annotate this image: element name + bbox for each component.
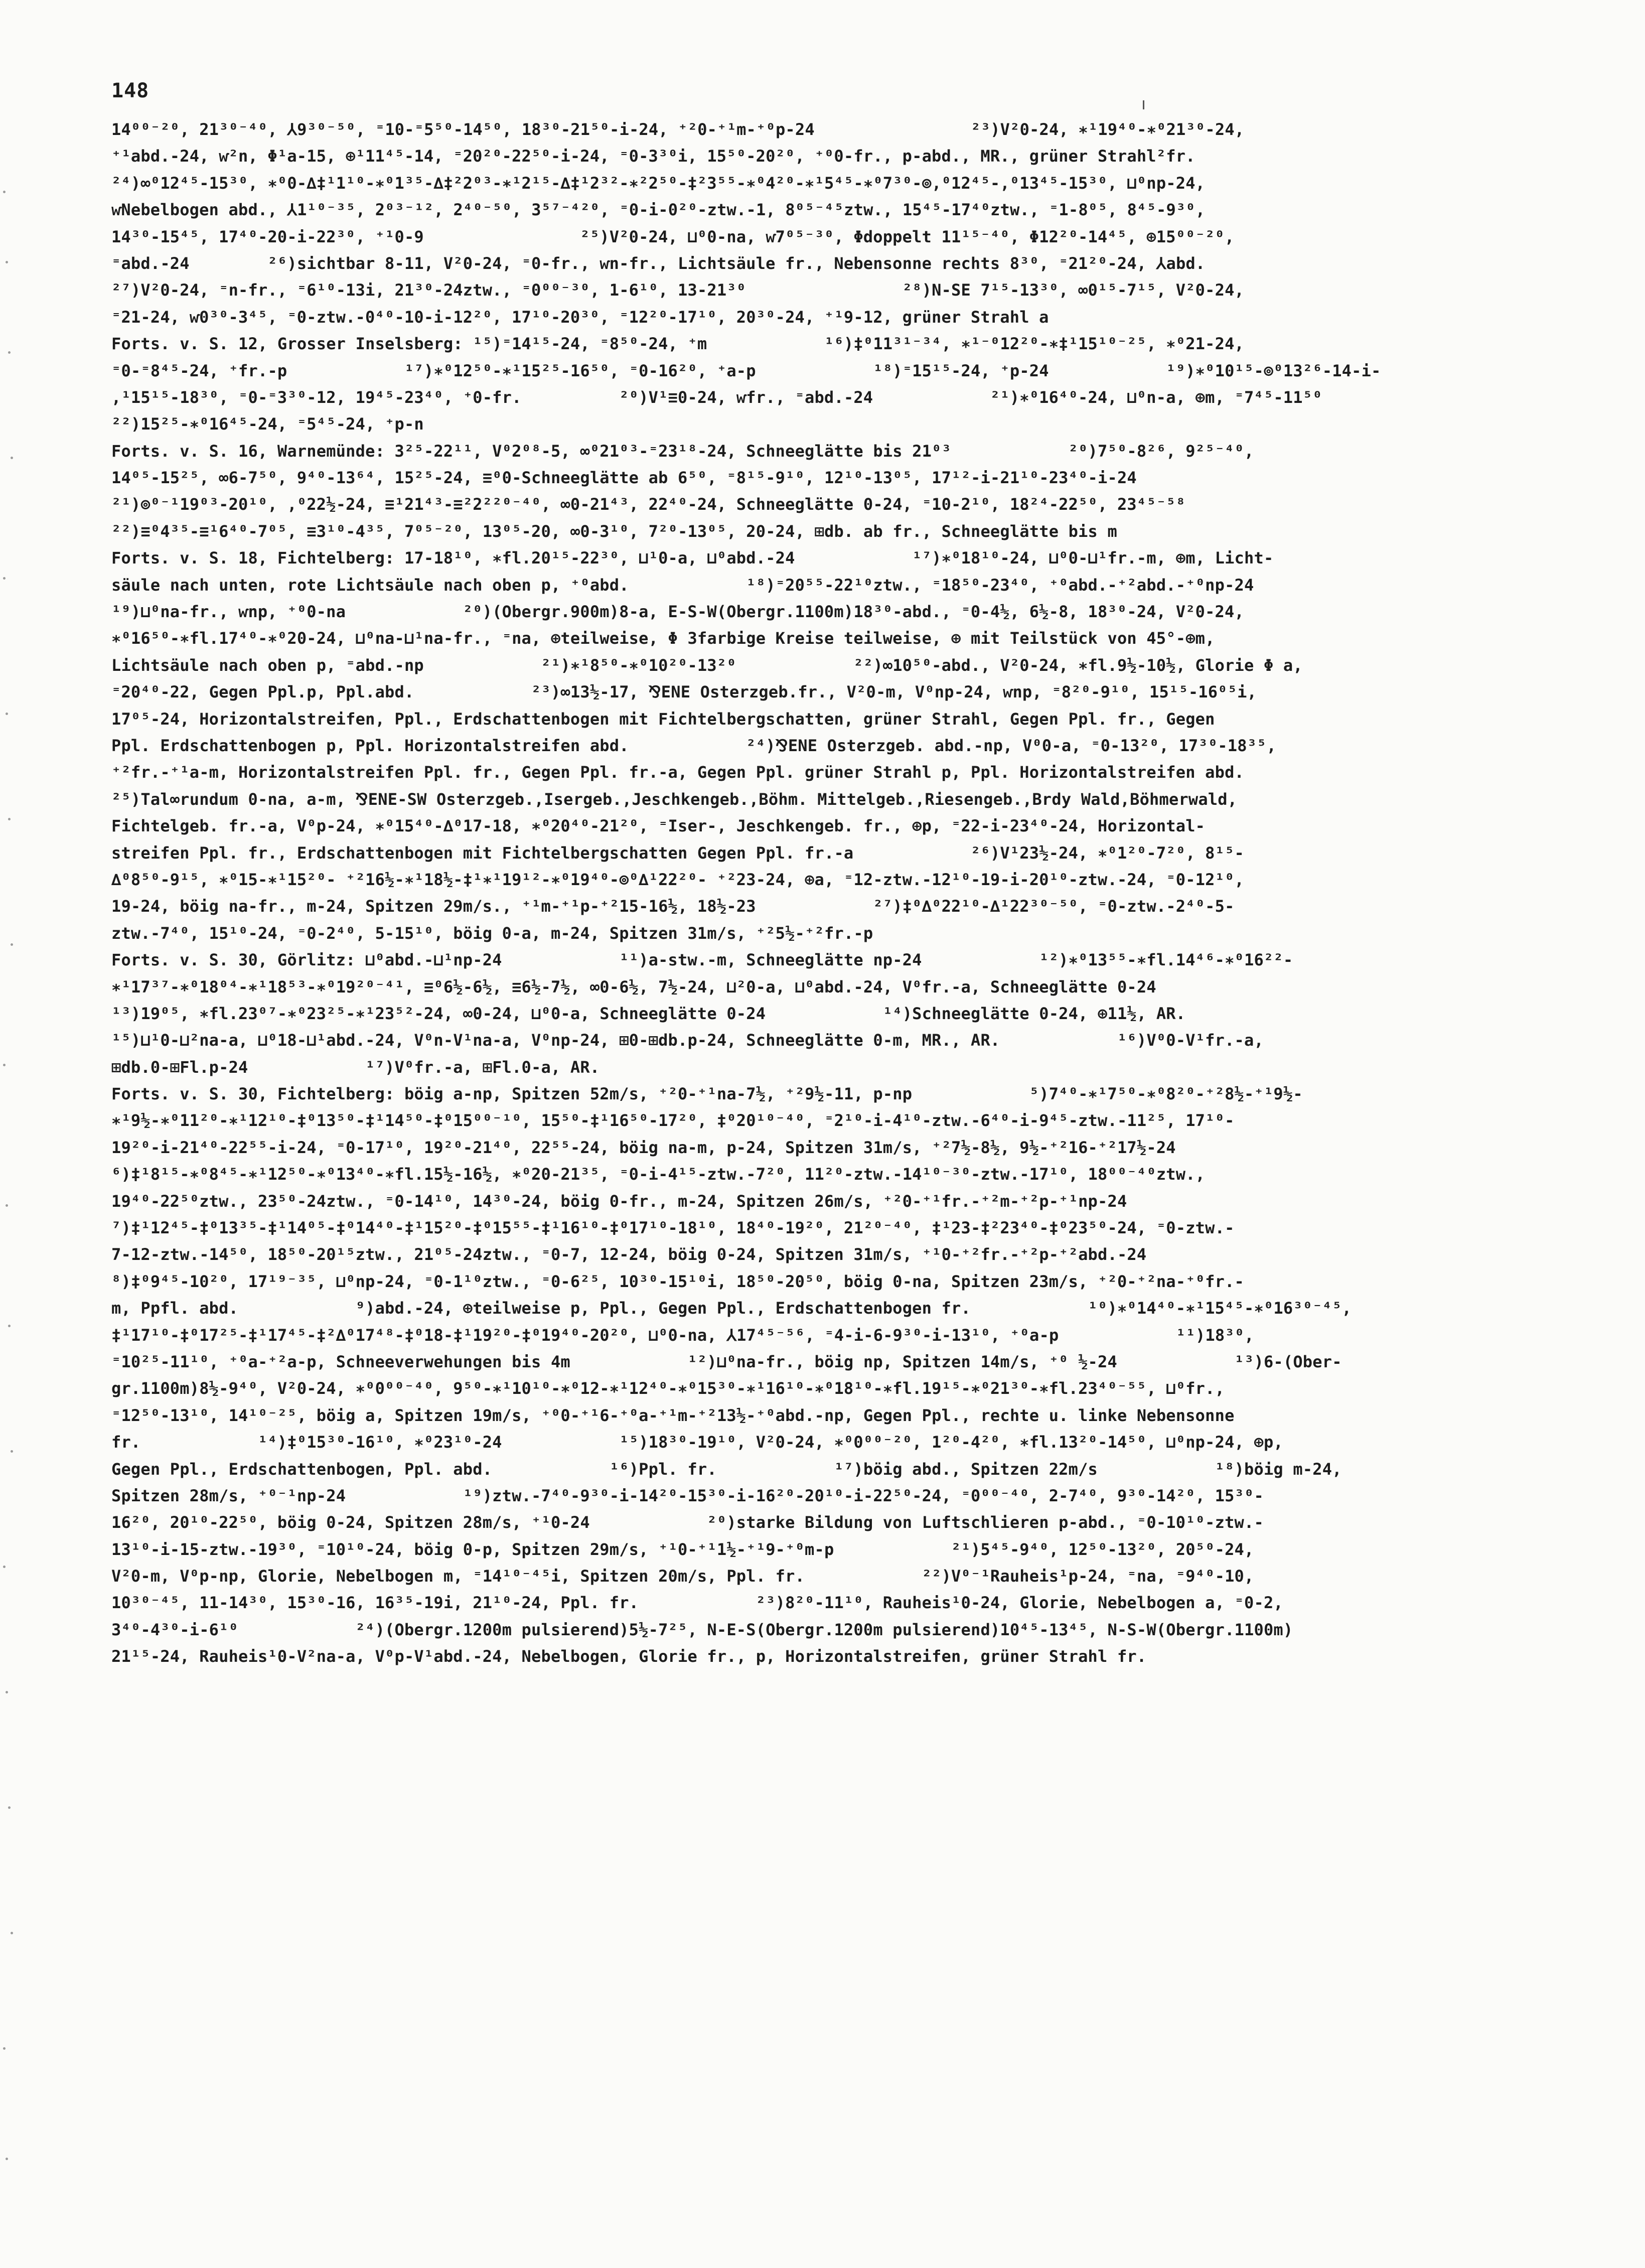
scan-speck — [3, 2047, 6, 2050]
scan-speck — [6, 713, 8, 715]
text-line: säule nach unten, rote Lichtsäule nach oben p, ⁺⁰abd. ¹⁸)⁼20⁵⁵-22¹⁰ztw., ⁼18⁵⁰-23⁴⁰, ⁺⁰abd.-⁺²abd.-⁺⁰np-24 — [111, 575, 1254, 595]
scan-speck — [3, 191, 6, 193]
scan-speck — [3, 577, 6, 580]
text-line: ∆⁰8⁵⁰-9¹⁵, ∗⁰15-∗¹15²⁰- ⁺²16½-∗¹18½-‡¹∗¹19¹²-∗⁰19⁴⁰-⊚⁰∆¹22²⁰- ⁺²23-24, ⊕a, ⁼12-ztw.-12¹⁰-19-i-20¹⁰-ztw.-24, ⁼0-12¹⁰, — [111, 870, 1245, 889]
text-line: ⁺¹abd.-24, ⱳ²n, Φ¹a-15, ⊕¹11⁴⁵-14, ⁼20²⁰-22⁵⁰-i-24, ⁼0-3³⁰i, 15⁵⁰-20²⁰, ⁺⁰0-fr., p-abd., MR., grüner Strahl²fr. — [111, 147, 1195, 166]
text-line: 14³⁰-15⁴⁵, 17⁴⁰-20-i-22³⁰, ⁺¹0-9 ²⁵)V²0-24, ⊔⁰0-na, ⱳ7⁰⁵⁻³⁰, Φdoppelt 11¹⁵⁻⁴⁰, Φ12²⁰-14⁴⁵, ⊕15⁰⁰⁻²⁰, — [111, 227, 1235, 246]
text-line: 14⁰⁰⁻²⁰, 21³⁰⁻⁴⁰, ⅄9³⁰⁻⁵⁰, ⁼10-⁼5⁵⁰-14⁵⁰, 18³⁰-21⁵⁰-i-24, ⁺²0-⁺¹m-⁺⁰p-24 ²³)V²0-24, ∗¹19⁴⁰-∗⁰21³⁰-24, — [111, 120, 1245, 139]
text-line: 19⁴⁰-22⁵⁰ztw., 23⁵⁰-24ztw., ⁼0-14¹⁰, 14³⁰-24, böig 0-fr., m-24, Spitzen 26m/s, ⁺²0-⁺¹fr.-⁺²m-⁺²p-⁺¹np-24 — [111, 1191, 1127, 1211]
text-line: ²²)15²⁵-∗⁰16⁴⁵-24, ⁼5⁴⁵-24, ⁺p-n — [111, 414, 424, 434]
text-line: ‡¹17¹⁰-‡⁰17²⁵-‡¹17⁴⁵-‡²∆⁰17⁴⁸-‡⁰18-‡¹19²⁰-‡⁰19⁴⁰-20²⁰, ⊔⁰0-na, ⅄17⁴⁵⁻⁵⁶, ⁼4-i-6-9³⁰-i-13¹⁰, ⁺⁰a-p ¹¹)18³⁰, — [111, 1325, 1254, 1345]
text-line: ²⁴)∞⁰12⁴⁵-15³⁰, ∗⁰0-∆‡¹1¹⁰-∗⁰1³⁵-∆‡²2⁰³-∗¹2¹⁵-∆‡¹2³²-∗²2⁵⁰-‡²3⁵⁵-∗⁰4²⁰-∗¹5⁴⁵-∗⁰7³⁰-⊚,⁰12⁴⁵-,⁰13⁴⁵-15³⁰, ⊔⁰np-24, — [111, 173, 1206, 193]
text-line: m, Ppfl. abd. ⁹)abd.-24, ⊕teilweise p, Ppl., Gegen Ppl., Erdschattenbogen fr. ¹⁰)∗⁰14⁴⁰-∗¹15⁴⁵-∗⁰16³⁰⁻⁴⁵, — [111, 1299, 1352, 1318]
text-line: ²²)≡⁰4³⁵-≡¹6⁴⁰-7⁰⁵, ≡3¹⁰-4³⁵, 7⁰⁵⁻²⁰, 13⁰⁵-20, ∞0-3¹⁰, 7²⁰-13⁰⁵, 20-24, ⊞db. ab fr., Schneeglätte bis m — [111, 521, 1117, 541]
text-line: Forts. v. S. 30, Fichtelberg: böig a-np, Spitzen 52m/s, ⁺²0-⁺¹na-7½, ⁺²9½-11, p-np ⁵)7⁴⁰-∗¹7⁵⁰-∗⁰8²⁰-⁺²8½-⁺¹9½- — [111, 1084, 1303, 1104]
text-line: ⁶)‡¹8¹⁵-∗⁰8⁴⁵-∗¹12⁵⁰-∗⁰13⁴⁰-∗fl.15½-16½, ∗⁰20-21³⁵, ⁼0-i-4¹⁵-ztw.-7²⁰, 11²⁰-ztw.-14¹⁰⁻³⁰-ztw.-17¹⁰, 18⁰⁰⁻⁴⁰ztw., — [111, 1165, 1206, 1184]
text-line: Forts. v. S. 18, Fichtelberg: 17-18¹⁰, ∗fl.20¹⁵-22³⁰, ⊔¹0-a, ⊔⁰abd.-24 ¹⁷)∗⁰18¹⁰-24, ⊔⁰0-⊔¹fr.-m, ⊕m, Licht- — [111, 548, 1274, 568]
text-line: ²⁷)V²0-24, ⁼n-fr., ⁼6¹⁰-13i, 21³⁰-24ztw., ⁼0⁰⁰⁻³⁰, 1-6¹⁰, 13-21³⁰ ²⁸)N-SE 7¹⁵-13³⁰, ∞0¹⁵-7¹⁵, V²0-24, — [111, 280, 1245, 300]
text-line: 16²⁰, 20¹⁰-22⁵⁰, böig 0-24, Spitzen 28m/s, ⁺¹0-24 ²⁰)starke Bildung von Luftschlieren p-abd., ⁼0-10¹⁰-ztw.- — [111, 1513, 1264, 1532]
text-line: Lichtsäule nach oben p, ⁼abd.-np ²¹)∗¹8⁵⁰-∗⁰10²⁰-13²⁰ ²²)∞10⁵⁰-abd., V²0-24, ∗fl.9½-10½, Glorie Φ a, — [111, 655, 1303, 675]
scan-speck — [6, 261, 8, 263]
text-line: streifen Ppl. fr., Erdschattenbogen mit Fichtelbergschatten Gegen Ppl. fr.-a ²⁶)V¹23½-24, ∗⁰1²⁰-7²⁰, 8¹⁵- — [111, 843, 1245, 863]
scan-speck — [11, 1450, 13, 1453]
scan-speck — [6, 2158, 8, 2160]
text-line: ²¹)⊚⁰⁻¹19⁰³-20¹⁰, ,⁰22½-24, ≡¹21⁴³-≡²2²²⁰⁻⁴⁰, ∞0-21⁴³, 22⁴⁰-24, Schneeglätte 0-24, ⁼10-2¹⁰, 18²⁴-22⁵⁰, 23⁴⁵⁻⁵⁸ — [111, 495, 1186, 514]
text-line: ⁼20⁴⁰-22, Gegen Ppl.p, Ppl.abd. ²³)∞13½-17, ⅋ENE Osterzgeb.fr., V²0-m, V⁰np-24, ⱳnp, ⁼8²⁰-9¹⁰, 15¹⁵-16⁰⁵i, — [111, 682, 1257, 702]
text-line: Ppl. Erdschattenbogen p, Ppl. Horizontalstreifen abd. ²⁴)⅋ENE Osterzgeb. abd.-np, V⁰0-a, ⁼0-13²⁰, 17³⁰-18³⁵, — [111, 736, 1277, 755]
text-line: ⁼12⁵⁰-13¹⁰, 14¹⁰⁻²⁵, böig a, Spitzen 19m/s, ⁺⁰0-⁺¹6-⁺⁰a-⁺¹m-⁺²13½-⁺⁰abd.-np, Gegen Ppl., rechte u. linke Nebensonne — [111, 1405, 1235, 1425]
text-line: ⁼abd.-24 ²⁶)sichtbar 8-11, V²0-24, ⁼0-fr., ⱳn-fr., Lichtsäule fr., Nebensonne rechts 8³⁰, ⁼21²⁰-24, ⅄abd. — [111, 253, 1206, 273]
text-line: 3⁴⁰-4³⁰-i-6¹⁰ ²⁴)(Obergr.1200m pulsierend)5½-7²⁵, N-E-S(Obergr.1200m pulsierend)10⁴⁵-13⁴⁵, N-S-W(Obergr.1100m) — [111, 1620, 1293, 1639]
text-line: ⱳNebelbogen abd., ⅄1¹⁰⁻³⁵, 2⁰³⁻¹², 2⁴⁰⁻⁵⁰, 3⁵⁷⁻⁴²⁰, ⁼0-i-0²⁰-ztw.-1, 8⁰⁵⁻⁴⁵ztw., 15⁴⁵-17⁴⁰ztw., ⁼1-8⁰⁵, 8⁴⁵-9³⁰, — [111, 200, 1206, 220]
text-line: 17⁰⁵-24, Horizontalstreifen, Ppl., Erdschattenbogen mit Fichtelbergschatten, grüner Strahl, Gegen Ppl. fr., Gegen — [111, 709, 1215, 729]
text-line: ⁺²fr.-⁺¹a-m, Horizontalstreifen Ppl. fr., Gegen Ppl. fr.-a, Gegen Ppl. grüner Strahl p, Ppl. Horizontalstreifen abd. — [111, 763, 1245, 782]
text-line: 14⁰⁵-15²⁵, ∞6-7⁵⁰, 9⁴⁰-13⁶⁴, 15²⁵-24, ≡⁰0-Schneeglätte ab 6⁵⁰, ⁼8¹⁵-9¹⁰, 12¹⁰-13⁰⁵, 17¹²-i-21¹⁰-23⁴⁰-i-24 — [111, 468, 1137, 488]
text-line: ⁸)‡⁰9⁴⁵-10²⁰, 17¹⁹⁻³⁵, ⊔⁰np-24, ⁼0-1¹⁰ztw., ⁼0-6²⁵, 10³⁰-15¹⁰i, 18⁵⁰-20⁵⁰, böig 0-na, Spitzen 23m/s, ⁺²0-⁺²na-⁺⁰fr.- — [111, 1271, 1245, 1291]
scan-speck — [8, 1325, 11, 1327]
text-line: Forts. v. S. 16, Warnemünde: 3²⁵-22¹¹, V⁰2⁰⁸-5, ∞⁰21⁰³-⁼23¹⁸-24, Schneeglätte bis 21⁰³ ²⁰)7⁵⁰-8²⁶, 9²⁵⁻⁴⁰, — [111, 441, 1254, 461]
text-line: 19-24, böig na-fr., m-24, Spitzen 29m/s., ⁺¹m-⁺¹p-⁺²15-16½, 18½-23 ²⁷)‡⁰∆⁰22¹⁰-∆¹22³⁰⁻⁵⁰, ⁼0-ztw.-2⁴⁰-5- — [111, 897, 1235, 916]
text-line: ²⁵)Tal∞rundum 0-na, a-m, ⅋ENE-SW Osterzgeb.,Isergeb.,Jeschkengeb.,Böhm. Mittelgeb.,Riesengeb.,Brdy Wald,Böhmerwald, — [111, 789, 1238, 809]
text-line: fr. ¹⁴)‡⁰15³⁰-16¹⁰, ∗⁰23¹⁰-24 ¹⁵)18³⁰-19¹⁰, V²0-24, ∗⁰0⁰⁰⁻²⁰, 1²⁰-4²⁰, ∗fl.13²⁰-14⁵⁰, ⊔⁰np-24, ⊕p, — [111, 1433, 1283, 1452]
scan-speck — [8, 818, 11, 820]
text-line: 13¹⁰-i-15-ztw.-19³⁰, ⁼10¹⁰-24, böig 0-p, Spitzen 29m/s, ⁺¹0-⁺¹1½-⁺¹9-⁺⁰m-p ²¹)5⁴⁵-9⁴⁰, 12⁵⁰-13²⁰, 20⁵⁰-24, — [111, 1539, 1254, 1559]
scan-speck — [3, 1064, 6, 1066]
scan-edge-noise — [0, 0, 20, 2268]
text-line: ¹³)19⁰⁵, ∗fl.23⁰⁷-∗⁰23²⁵-∗¹23⁵²-24, ∞0-24, ⊔⁰0-a, Schneeglätte 0-24 ¹⁴)Schneeglätte 0-24, ⊕11½, AR. — [111, 1004, 1186, 1023]
text-line: ⁼10²⁵-11¹⁰, ⁺⁰a-⁺²a-p, Schneeverwehungen bis 4m ¹²)⊔⁰na-fr., böig np, Spitzen 14m/s, ⁺⁰ ½-24 ¹³)6-(Ober- — [111, 1352, 1342, 1371]
scan-speck — [11, 457, 13, 459]
scan-speck — [11, 943, 13, 946]
text-line: Spitzen 28m/s, ⁺⁰⁻¹np-24 ¹⁹)ztw.-7⁴⁰-9³⁰-i-14²⁰-15³⁰-i-16²⁰-20¹⁰-i-22⁵⁰-24, ⁼0⁰⁰⁻⁴⁰, 2-7⁴⁰, 9³⁰-14²⁰, 15³⁰- — [111, 1486, 1264, 1505]
text-line: ∗¹9½-∗⁰11²⁰-∗¹12¹⁰-‡⁰13⁵⁰-‡¹14⁵⁰-‡⁰15⁰⁰⁻¹⁰, 15⁵⁰-‡¹16⁵⁰-17²⁰, ‡⁰20¹⁰⁻⁴⁰, ⁼2¹⁰-i-4¹⁰-ztw.-6⁴⁰-i-9⁴⁵-ztw.-11²⁵, 17¹⁰- — [111, 1111, 1235, 1130]
text-line: V²0-m, V⁰p-np, Glorie, Nebelbogen m, ⁼14¹⁰⁻⁴⁵i, Spitzen 20m/s, Ppl. fr. ²²)V⁰⁻¹Rauheis¹p-24, ⁼na, ⁼9⁴⁰-10, — [111, 1567, 1254, 1586]
text-line: ∗¹17³⁷-∗⁰18⁰⁴-∗¹18⁵³-∗⁰19²⁰⁻⁴¹, ≡⁰6½-6½, ≡6½-7½, ∞0-6½, 7½-24, ⊔²0-a, ⊔⁰abd.-24, V⁰fr.-a, Schneeglätte 0-24 — [111, 977, 1156, 997]
scan-speck — [8, 1806, 11, 1809]
scan-speck — [6, 1204, 8, 1207]
text-line: Gegen Ppl., Erdschattenbogen, Ppl. abd. ¹⁶)Ppl. fr. ¹⁷)böig abd., Spitzen 22m/s ¹⁸)böig m-24, — [111, 1459, 1342, 1479]
text-line: ⁼21-24, ⱳ0³⁰-3⁴⁵, ⁼0-ztw.-0⁴⁰-10-i-12²⁰, 17¹⁰-20³⁰, ⁼12²⁰-17¹⁰, 20³⁰-24, ⁺¹9-12, grüner Strahl a — [111, 307, 1049, 327]
page-number: 148 — [111, 79, 149, 102]
scan-speck — [3, 1566, 6, 1568]
text-line: ¹⁹)⊔⁰na-fr., ⱳnp, ⁺⁰0-na ²⁰)(Obergr.900m)8-a, E-S-W(Obergr.1100m)18³⁰-abd., ⁼0-4½, 6½-8, 18³⁰-24, V²0-24, — [111, 602, 1244, 622]
text-line: ∗⁰16⁵⁰-∗fl.17⁴⁰-∗⁰20-24, ⊔⁰na-⊔¹na-fr., ⁼na, ⊕teilweise, Φ 3farbige Kreise teilweise, ⊕ mit Teilstück von 45°-⊕m, — [111, 629, 1215, 648]
text-line: gr.1100m)8½-9⁴⁰, V²0-24, ∗⁰0⁰⁰⁻⁴⁰, 9⁵⁰-∗¹10¹⁰-∗⁰12-∗¹12⁴⁰-∗⁰15³⁰-∗¹16¹⁰-∗⁰18¹⁰-∗fl.19¹⁵-∗⁰21³⁰-∗fl.23⁴⁰⁻⁵⁵, ⊔⁰fr., — [111, 1379, 1225, 1398]
scan-speck — [8, 351, 11, 354]
text-line: Fichtelgeb. fr.-a, V⁰p-24, ∗⁰15⁴⁰-∆⁰17-18, ∗⁰20⁴⁰-21²⁰, ⁼Iser-, Jeschkengeb. fr., ⊕p, ⁼22-i-23⁴⁰-24, Horizontal- — [111, 816, 1206, 836]
scan-mark — [1143, 100, 1144, 109]
text-line: Forts. v. S. 12, Grosser Inselsberg: ¹⁵)⁼14¹⁵-24, ⁼8⁵⁰-24, ⁺m ¹⁶)‡⁰11³¹⁻³⁴, ∗¹⁻⁰12²⁰-∗‡¹15¹⁰⁻²⁵, ∗⁰21-24, — [111, 334, 1245, 354]
scan-speck — [11, 1932, 13, 1934]
text-line: 7-12-ztw.-14⁵⁰, 18⁵⁰-20¹⁵ztw., 21⁰⁵-24ztw., ⁼0-7, 12-24, böig 0-24, Spitzen 31m/s, ⁺¹0-⁺²fr.-⁺²p-⁺²abd.-24 — [111, 1245, 1147, 1264]
text-line: 10³⁰⁻⁴⁵, 11-14³⁰, 15³⁰-16, 16³⁵-19i, 21¹⁰-24, Ppl. fr. ²³)8²⁰-11¹⁰, Rauheis¹0-24, Glorie, Nebelbogen a, ⁼0-2, — [111, 1593, 1283, 1613]
text-line: ⊞db.0-⊞Fl.p-24 ¹⁷)V⁰fr.-a, ⊞Fl.0-a, AR. — [111, 1057, 600, 1077]
document-body — [111, 116, 1566, 1670]
text-line: 21¹⁵-24, Rauheis¹0-V²na-a, V⁰p-V¹abd.-24, Nebelbogen, Glorie fr., p, Horizontalstreifen, grüner Strahl fr. — [111, 1647, 1147, 1666]
text-line: Forts. v. S. 30, Görlitz: ⊔⁰abd.-⊔¹np-24 ¹¹)a-stw.-m, Schneeglätte np-24 ¹²)∗⁰13⁵⁵-∗fl.14⁴⁶-∗⁰16²²- — [111, 950, 1293, 970]
text-line: ⁷)‡¹12⁴⁵-‡⁰13³⁵-‡¹14⁰⁵-‡⁰14⁴⁰-‡¹15²⁰-‡⁰15⁵⁵-‡¹16¹⁰-‡⁰17¹⁰-18¹⁰, 18⁴⁰-19²⁰, 21²⁰⁻⁴⁰, ‡¹23-‡²23⁴⁰-‡⁰23⁵⁰-24, ⁼0-ztw.- — [111, 1218, 1235, 1238]
text-line: ,¹15¹⁵-18³⁰, ⁼0-⁼3³⁰-12, 19⁴⁵-23⁴⁰, ⁺0-fr. ²⁰)V¹≡0-24, ⱳfr., ⁼abd.-24 ²¹)∗⁰16⁴⁰-24, ⊔⁰n-a, ⊕m, ⁼7⁴⁵-11⁵⁰ — [111, 387, 1322, 407]
text-line: ⁼0-⁼8⁴⁵-24, ⁺fr.-p ¹⁷)∗⁰12⁵⁰-∗¹15²⁵-16⁵⁰, ⁼0-16²⁰, ⁺a-p ¹⁸)⁼15¹⁵-24, ⁺p-24 ¹⁹)∗⁰10¹⁵-⊚⁰13²⁶-14-i- — [111, 361, 1381, 380]
text-line: 19²⁰-i-21⁴⁰-22⁵⁵-i-24, ⁼0-17¹⁰, 19²⁰-21⁴⁰, 22⁵⁵-24, böig na-m, p-24, Spitzen 31m/s, ⁺²7½-8½, 9½-⁺²16-⁺²17½-24 — [111, 1138, 1176, 1157]
scan-speck — [6, 1691, 8, 1693]
text-line: ztw.-7⁴⁰, 15¹⁰-24, ⁼0-2⁴⁰, 5-15¹⁰, böig 0-a, m-24, Spitzen 31m/s, ⁺²5½-⁺²fr.-p — [111, 923, 873, 943]
text-line: ¹⁵)⊔¹0-⊔²na-a, ⊔⁰18-⊔¹abd.-24, V⁰n-V¹na-a, V⁰np-24, ⊞0-⊞db.p-24, Schneeglätte 0-m, MR., AR. ¹⁶)V⁰0-V¹fr.-a, — [111, 1031, 1264, 1050]
